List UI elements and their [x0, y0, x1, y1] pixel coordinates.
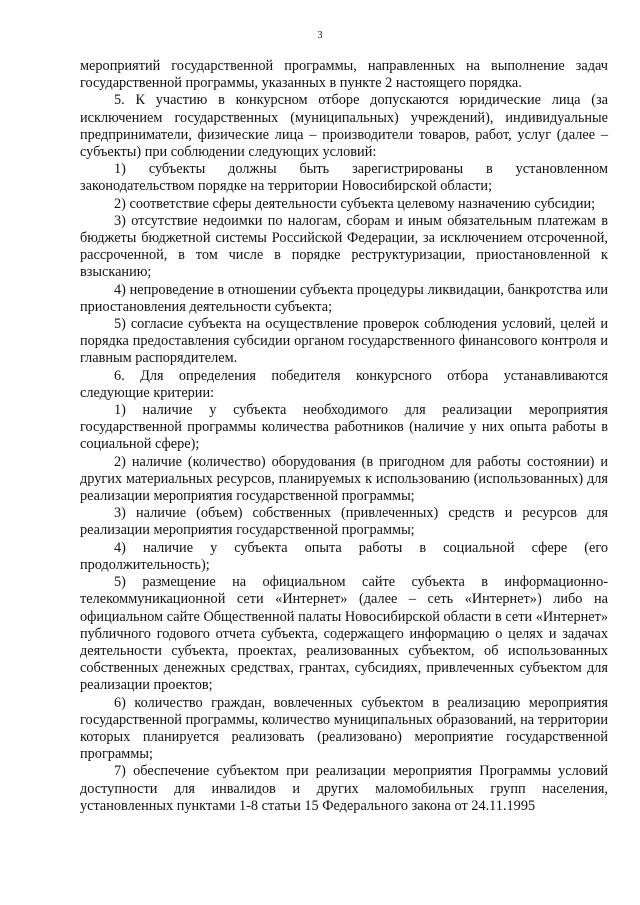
criterion-6: 6) количество граждан, вовлеченных субъектом в реализацию мероприятия государственной программы, количество муниципальных образований, на территории которых планируется реализовать (реализовано) мероприятие государственной программы;	[80, 694, 608, 763]
criterion-5: 5) размещение на официальном сайте субъекта в информационно-телекоммуникационной сети «Интернет» (далее – сеть «Интернет») либо на официальном сайте Общественной палаты Новосибирской области в сети «Интернет» публичного годового отчета субъекта, содержащего информацию о целях и задачах деятельности субъекта, проектах, реализованных субъектом, об использованных собственных денежных средствах, грантах, субсидиях, привлеченных субъектом для реализации проектов;	[80, 574, 608, 694]
paragraph-item-5: 5. К участию в конкурсном отборе допускаются юридические лица (за исключением государственных (муниципальных) учреждений), индивидуальные предприниматели, физические лица – производители товаров, работ, услуг (далее – субъекты) при соблюдении следующих условий:	[80, 92, 608, 161]
paragraph-continuation: мероприятий государственной программы, направленных на выполнение задач государственной программы, указанных в пункте 2 настоящего порядка.	[80, 58, 608, 92]
condition-5: 5) согласие субъекта на осуществление проверок соблюдения условий, целей и порядка предоставления субсидии органом государственного финансового контроля и главным распорядителем.	[80, 316, 608, 367]
condition-2: 2) соответствие сферы деятельности субъекта целевому назначению субсидии;	[114, 195, 596, 212]
condition-1: 1) субъекты должны быть зарегистрированы в установленном законодательством порядке на территории Новосибирской области;	[80, 161, 608, 195]
criterion-7: 7) обеспечение субъектом при реализации мероприятия Программы условий доступности для инвалидов и других маломобильных групп населения, установленных пунктами 1-8 статьи 15 Федерального закона от 24.11.1995	[80, 763, 608, 814]
document-body	[80, 58, 608, 815]
criterion-3: 3) наличие (объем) собственных (привлеченных) средств и ресурсов для реализации мероприятия государственной программы;	[80, 505, 608, 539]
condition-3: 3) отсутствие недоимки по налогам, сборам и иным обязательным платежам в бюджеты бюджетной системы Российской Федерации, за исключением отсроченной, рассроченной, в том числе в порядке реструктуризации, приостановленной к взысканию;	[80, 212, 608, 281]
criterion-4: 4) наличие у субъекта опыта работы в социальной сфере (его продолжительность);	[80, 539, 608, 573]
criterion-1: 1) наличие у субъекта необходимого для реализации мероприятия государственной программы количества работников (наличие у них опыта работы в социальной сфере);	[80, 402, 608, 453]
page-number: 3	[317, 30, 323, 41]
criterion-2: 2) наличие (количество) оборудования (в пригодном для работы состоянии) и других материальных ресурсов, планируемых к использованию (использованных) для реализации мероприятия государственной программы;	[80, 453, 608, 505]
condition-4: 4) непроведение в отношении субъекта процедуры ликвидации, банкротства или приостановления деятельности субъекта;	[80, 281, 608, 315]
paragraph-item-6: 6. Для определения победителя конкурсного отбора устанавливаются следующие критерии:	[80, 367, 608, 401]
